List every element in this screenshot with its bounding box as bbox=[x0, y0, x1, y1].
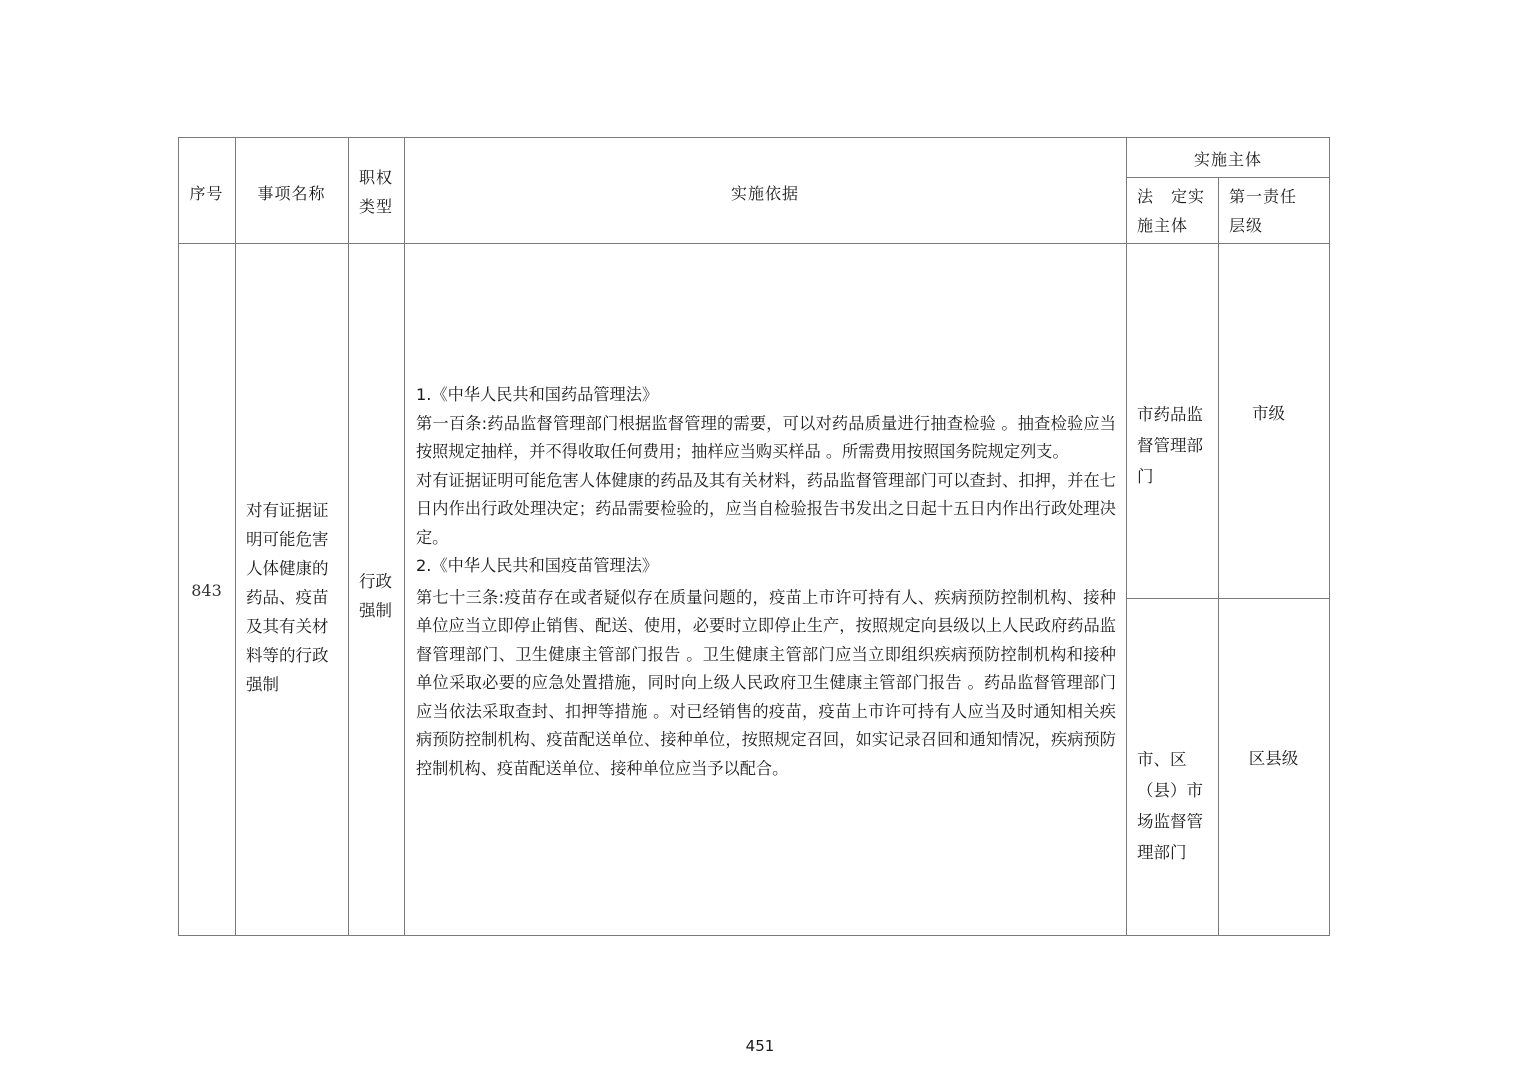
header-power-type: 职权类型 bbox=[359, 168, 394, 216]
authority-table bbox=[178, 137, 1330, 936]
subject-header-divider bbox=[1126, 177, 1330, 178]
row-basis bbox=[416, 381, 1116, 783]
subject-2-legal: 市、区（县）市场监督管理部门 bbox=[1137, 750, 1203, 862]
table-border-right bbox=[1329, 137, 1330, 936]
header-seq: 序号 bbox=[189, 184, 224, 203]
subject-2-level: 区县级 bbox=[1248, 749, 1299, 768]
law1-article: 第一百条:药品监督管理部门根据监督管理的需要，可以对药品质量进行抽查检验 。抽查检验应当按照规定抽样，并不得收取任何费用；抽样应当购买样品 。所需费用按照国务院规定列支。 bbox=[416, 413, 1116, 461]
row-power-type: 行政强制 bbox=[359, 572, 392, 620]
row-seq: 843 bbox=[191, 581, 222, 600]
table-border-bottom bbox=[178, 935, 1330, 936]
col-divider-4 bbox=[1126, 137, 1127, 936]
col-divider-2 bbox=[348, 137, 349, 936]
col-divider-1 bbox=[235, 137, 236, 936]
col-divider-3 bbox=[404, 137, 405, 936]
header-basis: 实施依据 bbox=[730, 184, 799, 203]
col-divider-5 bbox=[1218, 177, 1219, 936]
law2-article: 第七十三条:疫苗存在或者疑似存在质量问题的，疫苗上市许可持有人、疾病预防控制机构、接种单位应当立即停止销售、配送、使用，必要时立即停止生产，按照规定向县级以上人民政府药品监督管理部门、卫生健康主管部门报告 。卫生健康主管部门应当立即组织疾病预防控制机构和接种单位采取必要的应急处置措施，同时向上级人民政府卫生健康主管部门报告 。药品监督管理部门应当依法采取查封、扣押等措施 。对已经销售的疫苗，疫苗上市许可持有人应当及时通知相关疾病预防控制机构、疫苗配送单位、接种单位，按照规定召回，如实记录召回和通知情况，疾病预防控制机构、疫苗配送单位、接种单位应当予以配合。 bbox=[416, 587, 1116, 778]
law1-title: 1.《中华人民共和国药品管理法》 bbox=[416, 385, 659, 404]
header-first-level: 第一责任层级 bbox=[1229, 187, 1298, 235]
law1-article-cont: 对有证据证明可能危害人体健康的药品及其有关材料，药品监督管理部门可以查封、扣押，并在七日内作出行政处理决定；药品需要检验的，应当自检验报告书发出之日起十五日内作出行政处理决定。 bbox=[416, 470, 1116, 547]
law2-title: 2.《中华人民共和国疫苗管理法》 bbox=[416, 556, 659, 575]
header-legal-subject: 法 定实施主体 bbox=[1137, 187, 1206, 235]
subject-1-legal: 市药品监督管理部门 bbox=[1137, 405, 1203, 486]
row-item-name: 对有证据证明可能危害人体健康的药品、疫苗及其有关材料等的行政强制 bbox=[246, 501, 329, 694]
header-bottom-line bbox=[178, 243, 1330, 244]
table-border-left bbox=[178, 137, 179, 936]
subject-row-divider bbox=[1126, 598, 1330, 599]
header-subject-group: 实施主体 bbox=[1193, 150, 1262, 169]
header-item-name: 事项名称 bbox=[257, 184, 326, 203]
page-number: 451 bbox=[745, 1037, 775, 1055]
table-border-top bbox=[178, 137, 1330, 138]
subject-1-level: 市级 bbox=[1252, 404, 1285, 423]
